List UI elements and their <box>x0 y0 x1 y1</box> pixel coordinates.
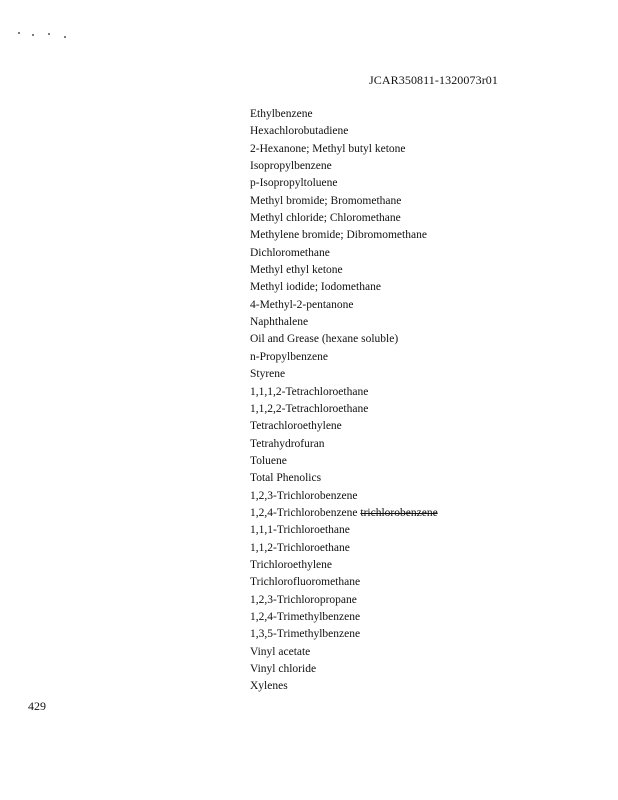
list-item: Toluene <box>250 454 287 467</box>
list-item: 1,1,2,2-Tetrachloroethane <box>250 402 369 415</box>
list-item: Xylenes <box>250 680 288 693</box>
list-item: 4-Methyl-2-pentanone <box>250 298 354 311</box>
list-item: Naphthalene <box>250 316 309 329</box>
list-item: 1,2,4-Trimethylbenzene <box>250 610 361 623</box>
list-item: Trichlorofluoromethane <box>250 576 361 589</box>
list-item: Tetrahydrofuran <box>250 437 325 450</box>
list-item: 1,3,5-Trimethylbenzene <box>250 628 361 641</box>
list-item: 1,1,1-Trichloroethane <box>250 524 350 537</box>
list-item: 1,2,3-Trichloropropane <box>250 593 357 606</box>
list-item: Isopropylbenzene <box>250 160 332 173</box>
list-item: Methyl bromide; Bromomethane <box>250 194 402 207</box>
list-item: Total Phenolics <box>250 472 322 485</box>
scan-marks <box>18 28 78 38</box>
list-item-text: 1,2,4-Trichlorobenzene <box>250 506 358 519</box>
list-item: Trichloroethylene <box>250 558 332 571</box>
list-item: p-Isopropyltoluene <box>250 177 338 190</box>
page-number: 429 <box>28 699 46 713</box>
struck-text: trichlorobenzene <box>360 506 438 519</box>
list-item: 1,1,1,2-Tetrachloroethane <box>250 385 369 398</box>
list-item: Ethylbenzene <box>250 108 313 120</box>
list-item: 2-Hexanone; Methyl butyl ketone <box>250 142 406 155</box>
document-id: JCAR350811-1320073r01 <box>369 73 498 87</box>
list-item: 1,2,3-Trichlorobenzene <box>250 489 358 502</box>
list-item: Methyl ethyl ketone <box>250 264 343 277</box>
list-item: Styrene <box>250 368 286 381</box>
list-item: Hexachlorobutadiene <box>250 125 349 138</box>
list-item: Vinyl acetate <box>250 645 311 658</box>
list-item: Methyl iodide; Iodomethane <box>250 281 381 294</box>
list-item-with-strikethrough <box>250 505 438 522</box>
list-item: Methylene bromide; Dibromomethane <box>250 229 427 242</box>
analyte-list <box>250 106 438 696</box>
list-item: Vinyl chloride <box>250 663 317 675</box>
list-item: 1,1,2-Trichloroethane <box>250 541 350 554</box>
list-item: Methyl chloride; Chloromethane <box>250 212 401 225</box>
list-item: Dichloromethane <box>250 246 330 259</box>
list-item: Tetrachloroethylene <box>250 420 342 433</box>
list-item: n-Propylbenzene <box>250 350 328 363</box>
list-item: Oil and Grease (hexane soluble) <box>250 333 399 346</box>
